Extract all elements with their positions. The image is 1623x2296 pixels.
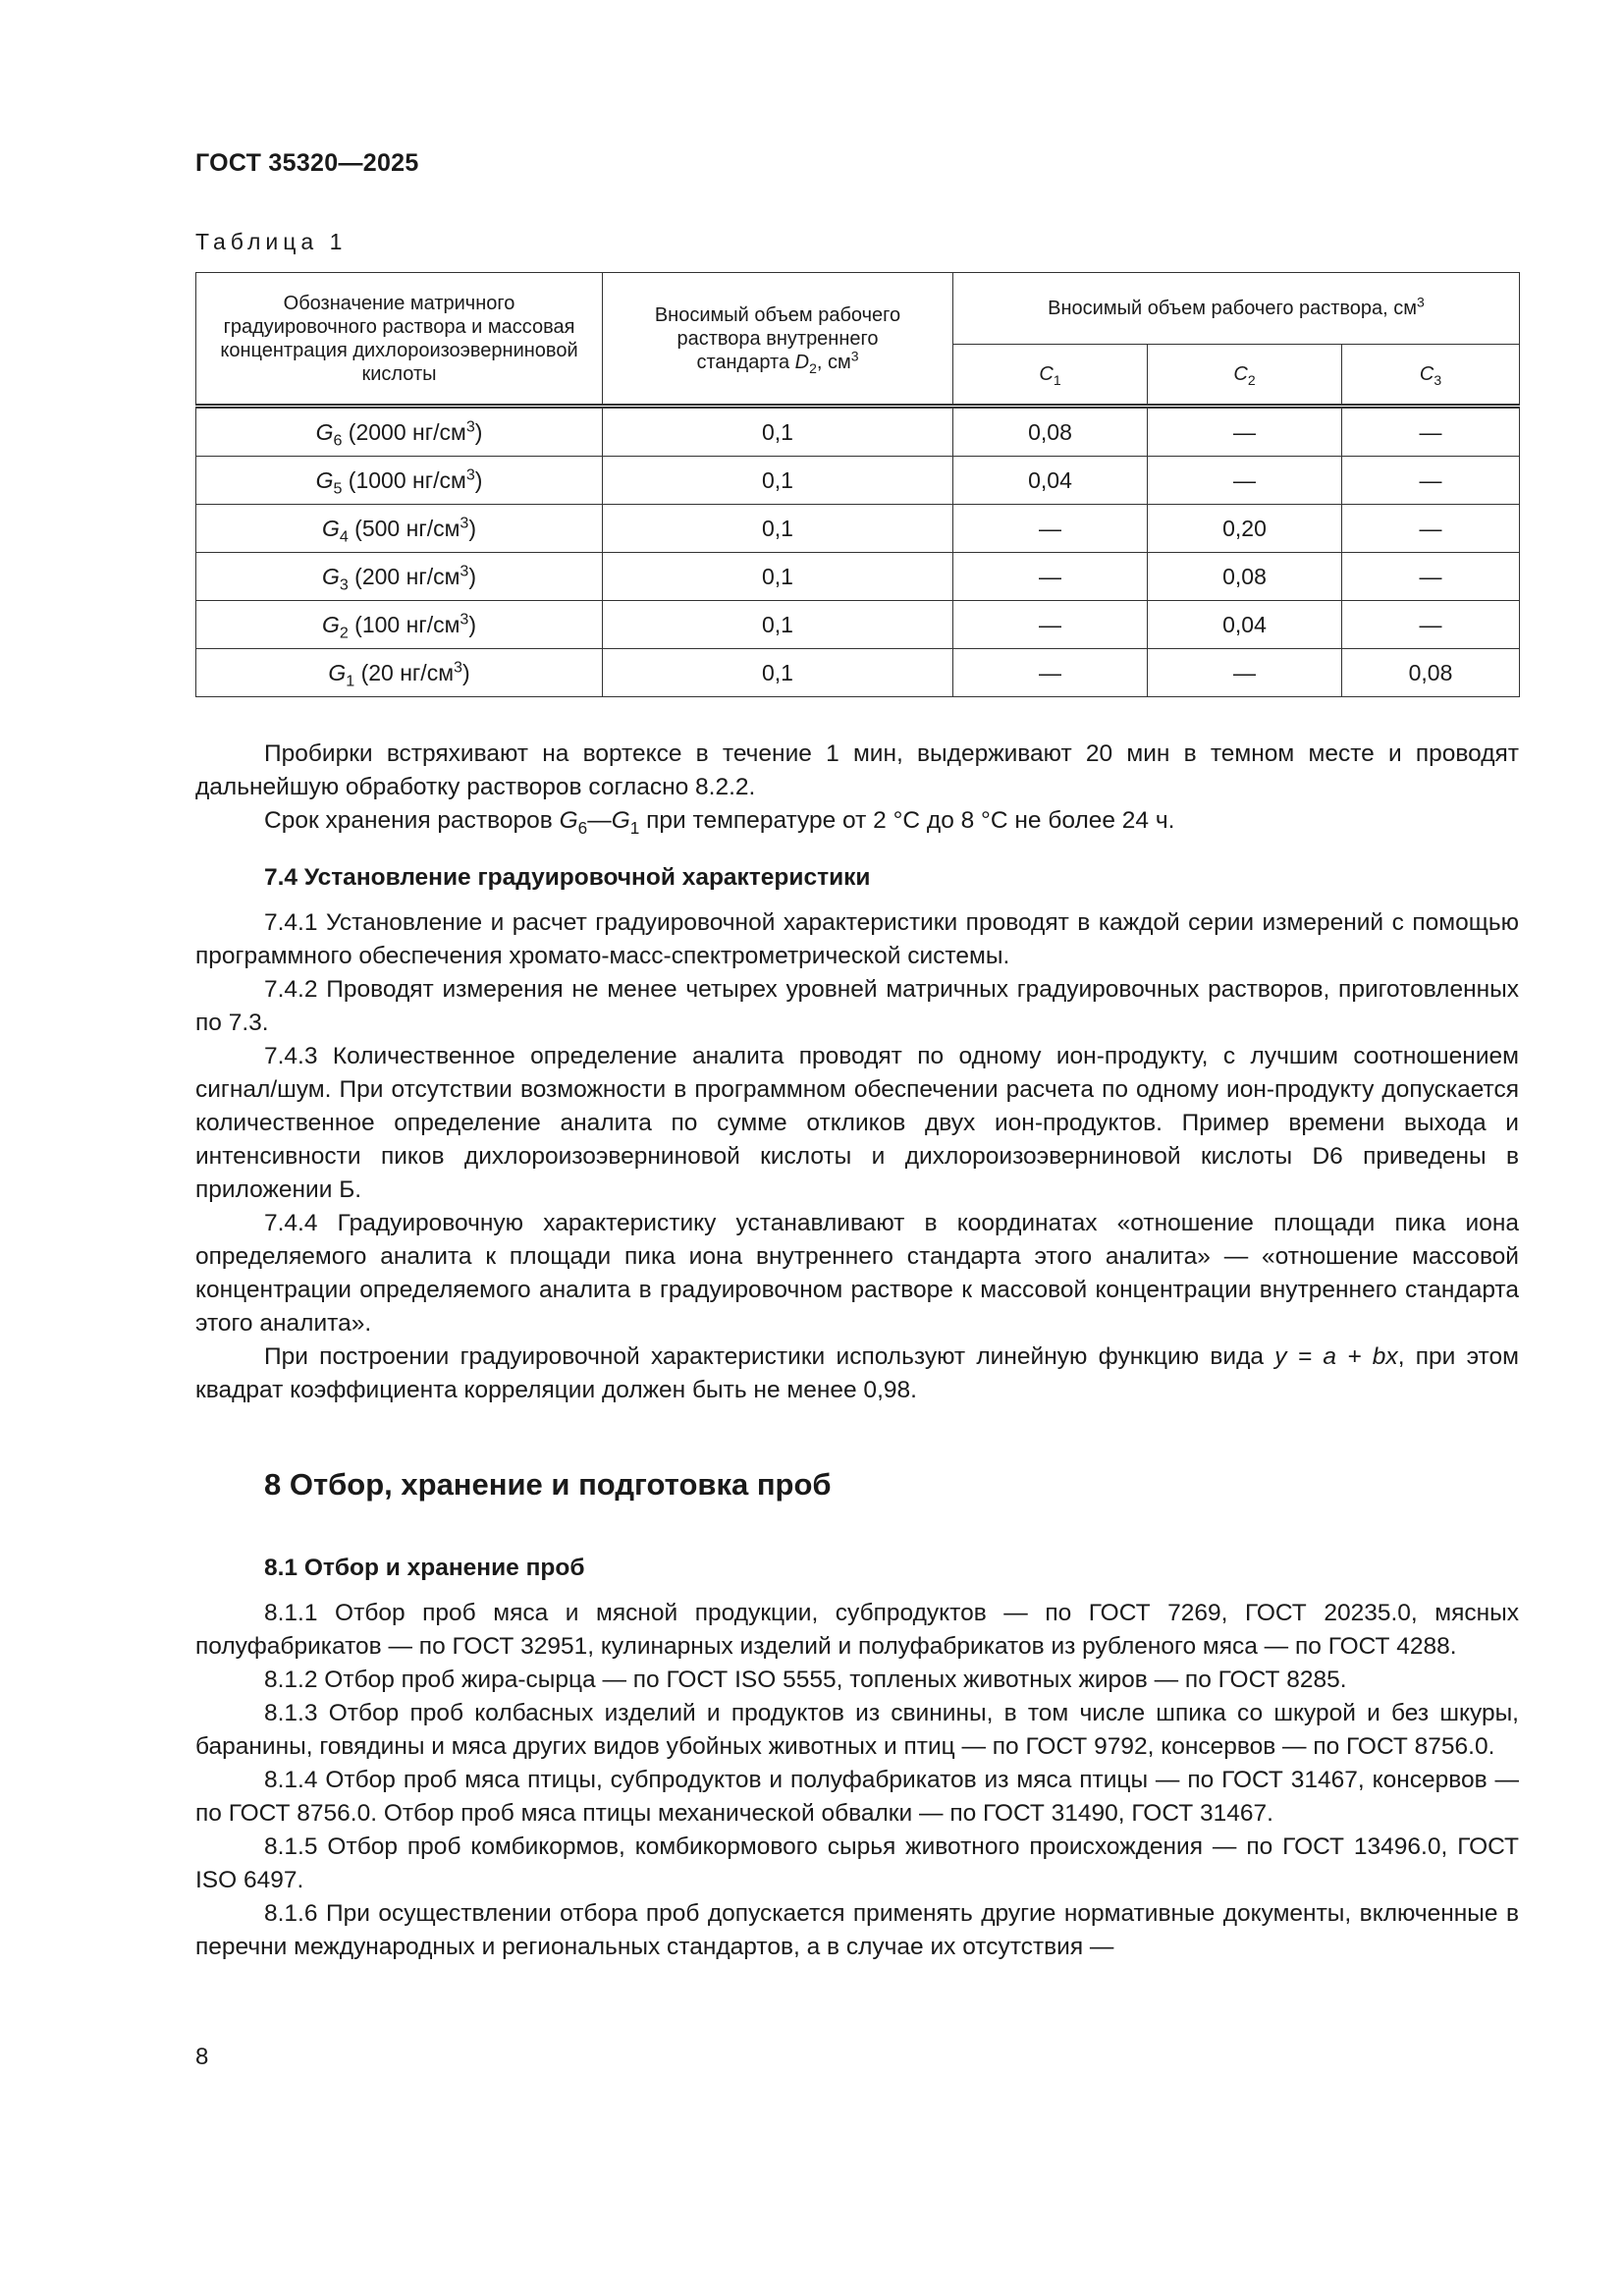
paragraph: 7.4.2 Проводят измерения не менее четырех уровней матричных градуировочных растворов, приготовленных по 7.3. [195,976,1519,1036]
table-cell-d2: 0,1 [603,649,953,697]
table-cell-c2: — [1148,649,1342,697]
body-text-block-2 [195,1552,1519,1964]
paragraph: 7.4.1 Установление и расчет градуировочной характеристики проводят в каждой серии измерений с помощью программного обеспечения хромато-масс-спектрометрической системы. [195,909,1519,969]
paragraph: 8.1.2 Отбор проб жира-сырца — по ГОСТ ISO 5555, топленых животных жиров — по ГОСТ 8285. [264,1667,1347,1693]
table-cell-c1: — [953,601,1148,649]
table-header-internal-standard: Вносимый объем рабочего раствора внутреннего стандарта $D_2$, $см^3$ [603,273,953,407]
table-cell-designation: $G_1$ (20 $нг/см^3$) [196,649,603,697]
table-cell-d2: 0,1 [603,407,953,457]
paragraph: Срок хранения растворов $G_6—G_1$ при температуре от 2 °С до 8 °С не более 24 ч. [264,807,1175,838]
paragraph: 8.1.5 Отбор проб комбикормов, комбикормового сырья животного происхождения — по ГОСТ 13496.0, ГОСТ ISO 6497. [195,1833,1519,1893]
paragraph: При построении градуировочной характеристики используют линейную функцию вида y = a + bx, при этом квадрат коэффициента корреляции должен быть не менее 0,98. [195,1343,1519,1403]
table-cell-c3: — [1342,457,1520,505]
table-subheader-c3: $C_3$ [1342,345,1520,407]
table-subheader-c1: $C_1$ [953,345,1148,407]
table-cell-c2: 0,08 [1148,553,1342,601]
table-row [196,553,1520,601]
table-row [196,505,1520,553]
table-row [196,407,1520,457]
table-cell-c1: 0,08 [953,407,1148,457]
table-cell-d2: 0,1 [603,553,953,601]
table-row [196,601,1520,649]
calibration-table [195,272,1520,697]
document-header: ГОСТ 35320—2025 [195,149,419,177]
table-cell-d2: 0,1 [603,601,953,649]
table-subheader-c2: $C_2$ [1148,345,1342,407]
table-cell-c2: 0,04 [1148,601,1342,649]
section-heading-8-1: 8.1 Отбор и хранение проб [264,1555,585,1581]
table-cell-c1: — [953,649,1148,697]
table-cell-designation: $G_4$ (500 $нг/см^3$) [196,505,603,553]
paragraph: 7.4.3 Количественное определение аналита проводят по одному ион-продукту, с лучшим соотношением сигнал/шум. При отсутствии возможности в программном обеспечении расчета по одному ион-продукту допускается количественное определение аналита по сумме откликов двух ион-продуктов. Пример времени выхода и интенсивности пиков дихлороизоэверниновой кислоты и дихлороизоэверниновой кислоты D6 приведены в приложении Б. [195,1043,1519,1203]
paragraph: Пробирки встряхивают на вортексе в течение 1 мин, выдерживают 20 мин в темном месте и проводят дальнейшую обработку растворов согласно 8.2.2. [195,740,1519,800]
table-row [196,457,1520,505]
paragraph: 8.1.3 Отбор проб колбасных изделий и продуктов из свинины, в том числе шпика со шкурой и без шкуры, баранины, говядины и мяса других видов убойных животных и птиц — по ГОСТ 9792, консервов — по ГОСТ 8756.0. [195,1700,1519,1760]
table-cell-c3: — [1342,553,1520,601]
table-cell-c1: — [953,505,1148,553]
table-cell-c3: 0,08 [1342,649,1520,697]
table-cell-c2: — [1148,457,1342,505]
section-heading-8: 8 Отбор, хранение и подготовка проб [264,1467,832,1502]
paragraph: 8.1.6 При осуществлении отбора проб допускается применять другие нормативные документы, включенные в перечни международных и региональных стандартов, а в случае их отсутствия — [195,1900,1519,1960]
body-text-block-1 [195,738,1519,1407]
page-number: 8 [195,2044,209,2070]
table-cell-c1: 0,04 [953,457,1148,505]
paragraph: 7.4.4 Градуировочную характеристику устанавливают в координатах «отношение площади пика иона определяемого аналита к площади пика иона внутреннего стандарта этого аналита» — «отношение массовой концентрации определяемого аналита в градуировочном растворе к массовой концентрации внутреннего стандарта этого аналита». [195,1210,1519,1337]
table-cell-designation: $G_2$ (100 $нг/см^3$) [196,601,603,649]
table-cell-d2: 0,1 [603,505,953,553]
table-caption: Таблица 1 [195,229,348,254]
table-cell-designation: $G_3$ (200 $нг/см^3$) [196,553,603,601]
paragraph: 8.1.4 Отбор проб мяса птицы, субпродуктов и полуфабрикатов из мяса птицы — по ГОСТ 31467, консервов — по ГОСТ 8756.0. Отбор проб мяса птицы механической обвалки — по ГОСТ 31490, ГОСТ 31467. [195,1767,1519,1827]
table-row [196,649,1520,697]
table-cell-designation: $G_6$ (2000 $нг/см^3$) [196,407,603,457]
section-heading-7-4: 7.4 Установление градуировочной характеристики [264,864,871,891]
table-cell-c3: — [1342,407,1520,457]
table-cell-d2: 0,1 [603,457,953,505]
table-cell-c3: — [1342,601,1520,649]
table-header-designation: Обозначение матричного градуировочного раствора и массовая концентрация дихлороизоэверниновой кислоты [196,273,603,407]
table-header-working-volume: Вносимый объем рабочего раствора, $см^3$ [953,273,1520,345]
paragraph: 8.1.1 Отбор проб мяса и мясной продукции, субпродуктов — по ГОСТ 7269, ГОСТ 20235.0, мясных полуфабрикатов — по ГОСТ 32951, кулинарных изделий и полуфабрикатов из рубленого мяса — по ГОСТ 4288. [195,1600,1519,1660]
table-cell-c2: 0,20 [1148,505,1342,553]
table-cell-c2: — [1148,407,1342,457]
table-cell-c1: — [953,553,1148,601]
table-cell-designation: $G_5$ (1000 $нг/см^3$) [196,457,603,505]
table-cell-c3: — [1342,505,1520,553]
